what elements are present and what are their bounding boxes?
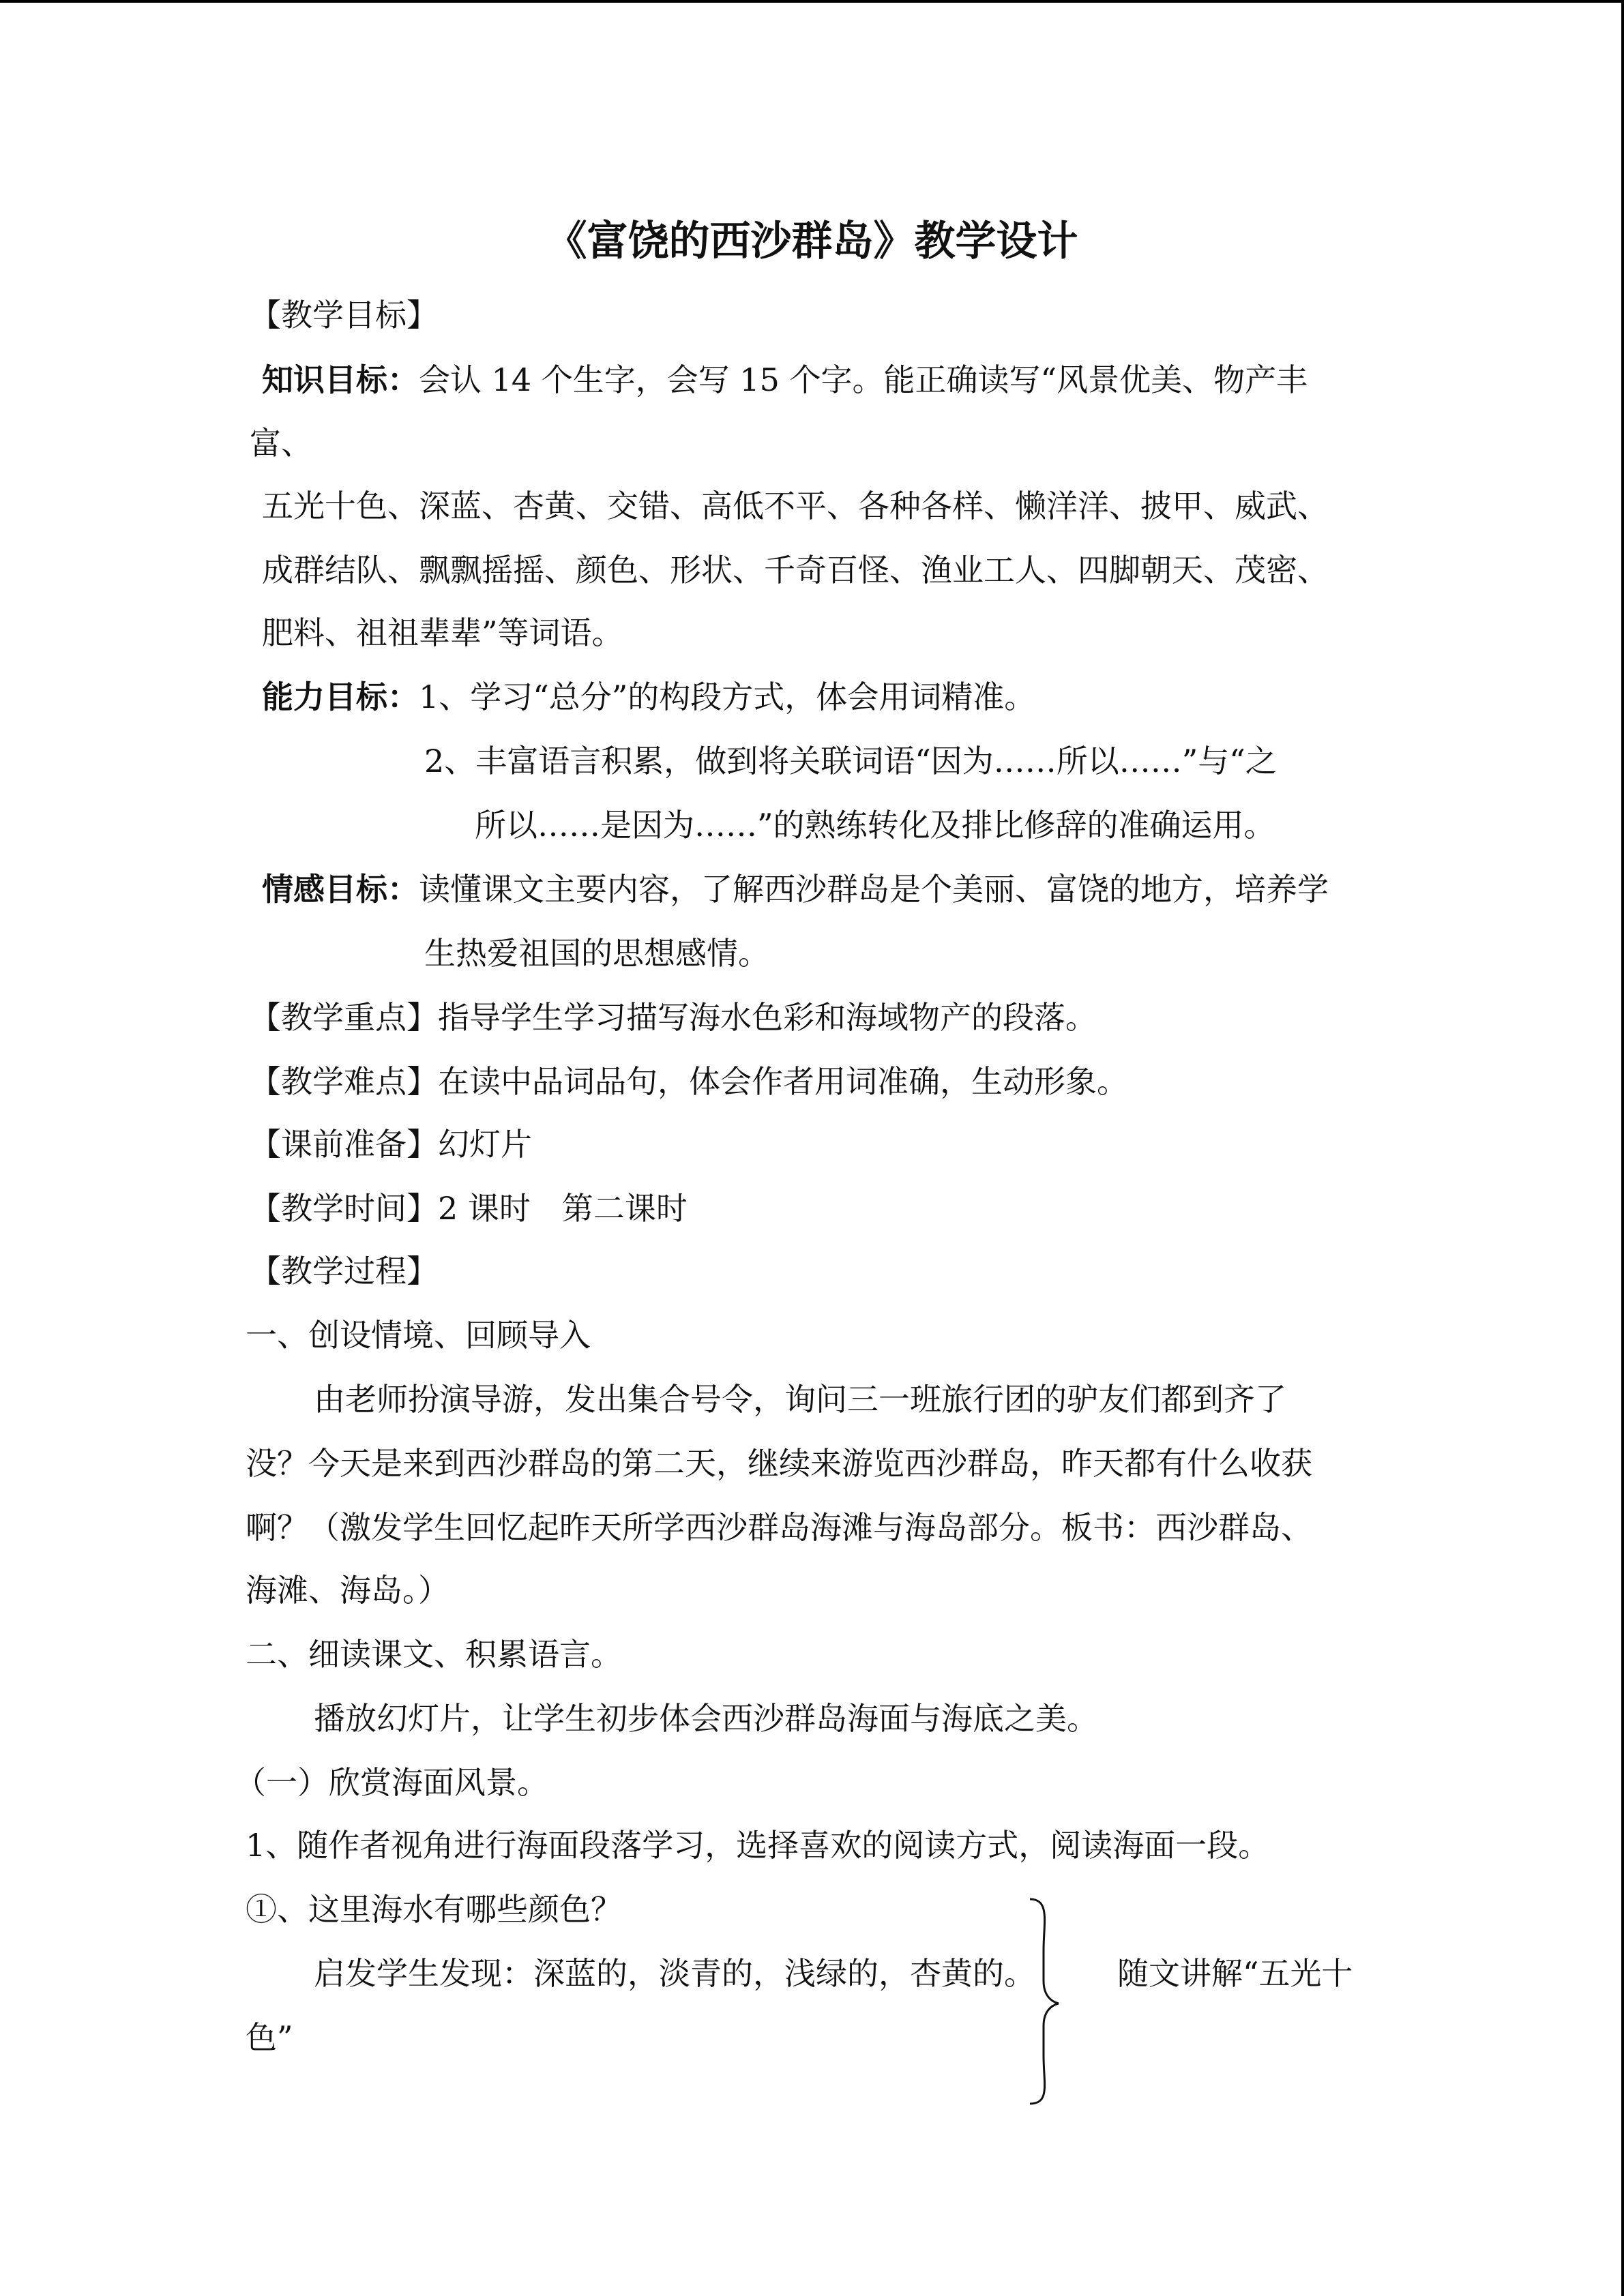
- section2-step1: 1、随作者视角进行海面段落学习，选择喜欢的阅读方式，阅读海面一段。: [246, 1827, 1270, 1864]
- section2-sub1-heading: （一）欣赏海面风景。: [235, 1764, 548, 1801]
- ability-goal-item2-line1: 2、丰富语言积累，做到将关联词语“因为……所以……”与“之: [424, 743, 1277, 779]
- emotion-goal-line2: 生热爱祖国的思想感情。: [424, 935, 769, 972]
- knowledge-goal-text: 会认 14 个生字，会写 15 个字。能正确读写“风景优美、物产丰: [419, 361, 1308, 398]
- knowledge-goal-line1: [262, 359, 1308, 400]
- process-header: 【教学过程】: [250, 1253, 438, 1289]
- section2-note-line1: 随文讲解“五光十: [1117, 1955, 1353, 1992]
- knowledge-goal-line4: 成群结队、飘飘摇摇、颜色、形状、千奇百怪、渔业工人、四脚朝天、茂密、: [262, 552, 1329, 588]
- section2-answer: 启发学生发现：深蓝的，淡青的，浅绿的，杏黄的。: [314, 1955, 1035, 1992]
- key-point: 【教学重点】指导学生学习描写海水色彩和海域物产的段落。: [250, 999, 1097, 1036]
- goals-header: 【教学目标】: [250, 297, 438, 333]
- section2-paragraph: 播放幻灯片，让学生初步体会西沙群岛海面与海底之美。: [314, 1700, 1098, 1737]
- emotion-goal-line1: [262, 869, 1329, 910]
- knowledge-goal-line5: 肥料、祖祖辈辈”等词语。: [262, 614, 623, 651]
- document-title: 《富饶的西沙群岛》教学设计: [546, 218, 1078, 265]
- section1-paragraph-line2: 没？今天是来到西沙群岛的第二天，继续来游览西沙群岛，昨天都有什么收获: [246, 1445, 1312, 1482]
- preparation: 【课前准备】幻灯片: [250, 1126, 532, 1163]
- section2-heading: 二、细读课文、积累语言。: [246, 1636, 622, 1673]
- right-curly-brace: [1023, 1896, 1064, 2107]
- section1-paragraph-line1: 由老师扮演导游，发出集合号令，询问三一班旅行团的驴友们都到齐了: [314, 1381, 1286, 1418]
- knowledge-goal-label: 知识目标：: [262, 361, 419, 398]
- ability-goal-line1: [262, 676, 1035, 717]
- section1-paragraph-line3: 啊？（激发学生回忆起昨天所学西沙群岛海滩与海岛部分。板书：西沙群岛、: [246, 1509, 1312, 1546]
- emotion-goal-text: 读懂课文主要内容，了解西沙群岛是个美丽、富饶的地方，培养学: [419, 871, 1329, 908]
- page-right-border: [1621, 0, 1624, 2296]
- section1-paragraph-line4: 海滩、海岛。）: [246, 1572, 449, 1609]
- section1-heading: 一、创设情境、回顾导入: [246, 1317, 591, 1354]
- teaching-time: 【教学时间】2 课时 第二课时: [250, 1190, 688, 1227]
- ability-goal-item1: 1、学习“总分”的构段方式，体会用词精准。: [419, 679, 1036, 715]
- difficulty: 【教学难点】在读中品词品句，体会作者用词准确，生动形象。: [250, 1063, 1128, 1100]
- ability-goal-item2-line2: 所以……是因为……”的熟练转化及排比修辞的准确运用。: [475, 807, 1275, 844]
- knowledge-goal-line2: 富、: [250, 425, 312, 462]
- section2-note-line2: 色”: [246, 2019, 293, 2056]
- page-top-border: [0, 0, 1624, 3]
- emotion-goal-label: 情感目标：: [262, 871, 419, 908]
- knowledge-goal-line3: 五光十色、深蓝、杏黄、交错、高低不平、各种各样、懒洋洋、披甲、威武、: [262, 488, 1329, 524]
- section2-question1: ①、这里海水有哪些颜色？: [246, 1891, 622, 1928]
- ability-goal-label: 能力目标：: [262, 679, 419, 715]
